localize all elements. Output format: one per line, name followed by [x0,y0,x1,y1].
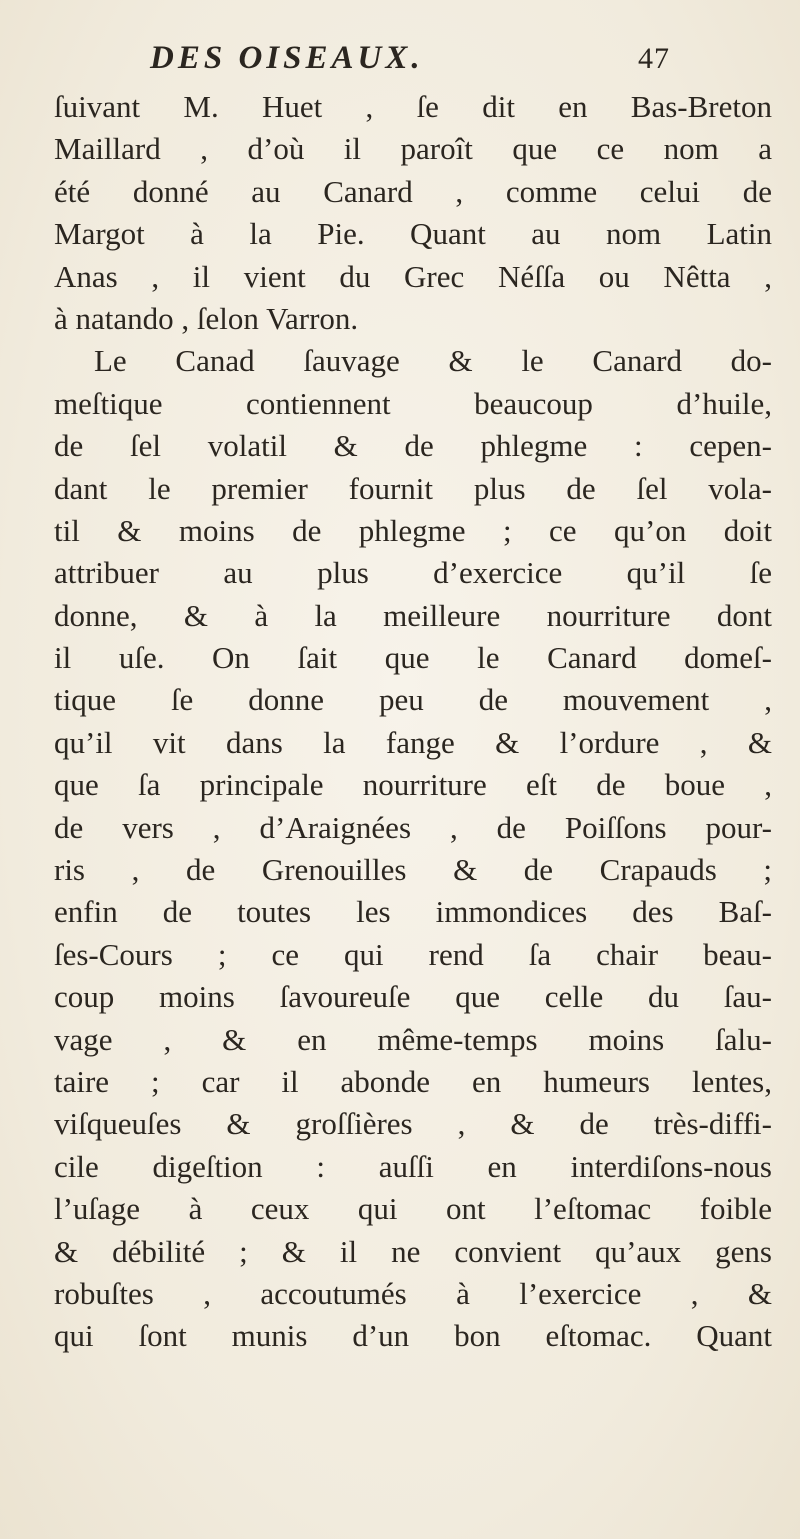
text-line: été donné au Canard , comme celui de [54,173,772,209]
body-text [54,86,772,1358]
text-line: cile digeſtion : auſſi en interdiſons-nous [54,1148,772,1184]
text-line: de vers , d’Araignées , de Poiſſons pour- [54,809,772,845]
text-line: viſqueuſes & groſſières , & de très-diffi- [54,1106,772,1142]
text-line: que ſa principale nourriture eſt de boue , [54,767,772,803]
text-line: meſtique contiennent beaucoup d’huile, [54,385,772,421]
text-line: qu’il vit dans la fange & l’ordure , & [54,724,772,760]
text-line: qui ſont munis d’un bon eſtomac. Quant [54,1318,772,1354]
text-line: til & moins de phlegme ; ce qu’on doit [54,512,772,548]
text-line: enfin de toutes les immondices des Baſ- [54,894,772,930]
text-line: Margot à la Pie. Quant au nom Latin [54,216,772,252]
text-line: il uſe. On ſait que le Canard domeſ- [54,640,772,676]
text-line: Le Canad ſauvage & le Canard do- [94,343,772,379]
text-line: coup moins ſavoureuſe que celle du ſau- [54,979,772,1015]
text-line: l’uſage à ceux qui ont l’eſtomac foible [54,1191,772,1227]
text-line: donne, & à la meilleure nourriture dont [54,597,772,633]
text-line: taire ; car il abonde en humeurs lentes, [54,1063,772,1099]
page-number: 47 [638,42,670,75]
text-line: robuſtes , accoutumés à l’exercice , & [54,1275,772,1311]
text-line: Anas , il vient du Grec Néſſa ou Nêtta , [54,258,772,294]
text-line: attribuer au plus d’exercice qu’il ſe [54,555,772,591]
running-head [150,40,670,86]
text-line: ris , de Grenouilles & de Crapauds ; [54,852,772,888]
text-line: de ſel volatil & de phlegme : cepen- [54,428,772,464]
running-title: DES OISEAUX. [150,40,424,76]
text-line: & débilité ; & il ne convient qu’aux gens [54,1233,772,1269]
text-line: vage , & en même-temps moins ſalu- [54,1021,772,1057]
text-line: à natando , ſelon Varron. [54,300,359,336]
text-line: Maillard , d’où il paroît que ce nom a [54,131,772,167]
text-line: ſuivant M. Huet , ſe dit en Bas-Breton [54,89,772,124]
text-line: dant le premier fournit plus de ſel vola- [54,470,772,506]
text-line: tique ſe donne peu de mouvement , [54,682,772,718]
text-line: ſes-Cours ; ce qui rend ſa chair beau- [54,936,772,972]
